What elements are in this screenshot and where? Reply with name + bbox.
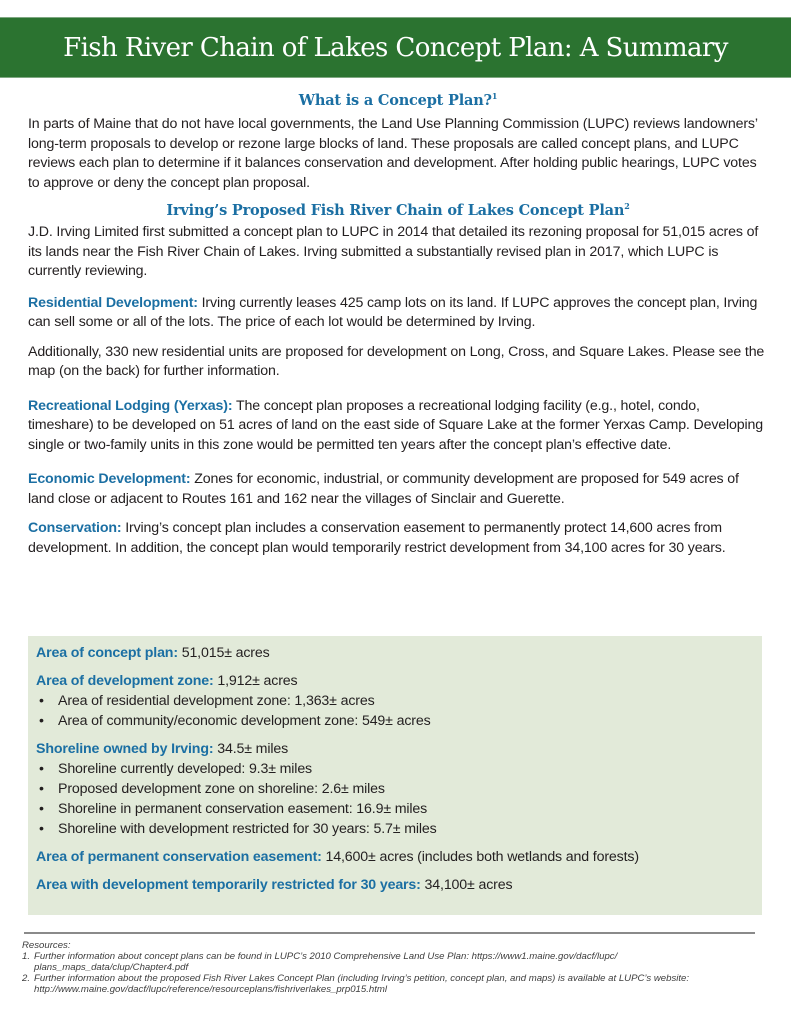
- list-item-text: Shoreline currently developed: 9.3± miles: [58, 761, 312, 777]
- irving-plan-paragraph: J.D. Irving Limited first submitted a concept plan to LUPC in 2014 that detailed its rezoning proposal for 51,015 acres of its lands near the Fish River Chain of Lakes. Irving submitted a substantially revised plan in 2017, which LUPC is currently reviewing.: [28, 224, 759, 279]
- list-item-text: Area of community/economic development zone: 549± acres: [58, 713, 431, 729]
- fact-label: Area of development zone:: [36, 673, 214, 689]
- section-heading-irving-plan: [28, 202, 768, 219]
- paragraph-text: The concept plan proposes a recreational lodging facility (e.g., hotel, condo, timeshare) to be developed on 51 acres of land on the east side of Square Lake at the former Yerxas Camp. Developing single or two-family units in this zone would be permitted ten years after the concept plan’s effective date.: [28, 397, 764, 453]
- bullet-icon: •: [39, 801, 44, 817]
- fact-concept-area: [36, 643, 762, 663]
- fact-value: 14,600± acres (includes both wetlands and forests): [321, 849, 639, 865]
- list-item-text: Area of residential development zone: 1,363± acres: [58, 693, 375, 709]
- bullet-icon: •: [39, 781, 44, 797]
- fact-value: 34,100± acres: [420, 877, 513, 893]
- section-heading-what-is-concept-plan: [28, 92, 768, 109]
- paragraph-text: Irving currently leases 425 camp lots on its land. If LUPC approves the concept plan, Irving can sell some or all of the lots. The price of each lot would be determined by Irving.: [28, 294, 758, 330]
- list-item: [36, 779, 762, 799]
- fact-development-zone: [36, 671, 762, 691]
- resources-title: Resources:: [22, 940, 71, 951]
- list-item-text: Shoreline in permanent conservation easement: 16.9± miles: [58, 801, 428, 817]
- footnote-divider: [24, 932, 755, 934]
- list-item: [36, 759, 762, 779]
- fact-value: 51,015± acres: [177, 645, 270, 661]
- shoreline-list: [36, 759, 762, 839]
- economic-development-term: Economic Development:: [28, 471, 191, 487]
- bullet-icon: •: [39, 761, 44, 777]
- residential-development-paragraph: [28, 294, 768, 333]
- residential-development-term: Residential Development:: [28, 294, 198, 311]
- list-item-text: Shoreline with development restricted for 30 years: 5.7± miles: [58, 821, 437, 837]
- fact-value: 1,912± acres: [213, 673, 298, 689]
- recreational-lodging-term: Recreational Lodging (Yerxas):: [28, 397, 233, 414]
- ref-text: Further information about concept plans can be found in LUPC’s 2010 Comprehensive Land Use Plan: https://www1.maine.gov/dacf/lupc/ plans_maps_data/clup/Chapter4.pdf: [34, 951, 618, 973]
- paragraph-text: Irving’s concept plan includes a conservation easement to permanently protect 14,600 acres from development. In addition, the concept plan would temporarily restrict development from 34,100 acres for 30 years.: [28, 520, 726, 556]
- key-facts-box: [28, 636, 762, 915]
- footnote-ref-1: 1: [491, 91, 498, 102]
- list-item: [36, 819, 762, 839]
- fact-shoreline: [36, 739, 762, 759]
- bullet-icon: •: [39, 713, 44, 729]
- footnote-ref-2: 2: [624, 201, 630, 212]
- fact-value: 34.5± miles: [213, 741, 289, 757]
- fact-label: Area of permanent conservation easement:: [36, 849, 322, 865]
- main-content: [28, 88, 768, 558]
- conservation-paragraph: [28, 519, 768, 558]
- bullet-icon: •: [39, 693, 44, 709]
- list-item: [36, 691, 762, 711]
- heading-text: Irving’s Proposed Fish River Chain of Lakes Concept Plan: [166, 202, 625, 219]
- economic-development-paragraph: [28, 470, 768, 509]
- fact-label: Shoreline owned by Irving:: [36, 741, 214, 757]
- resource-ref-1: [22, 951, 767, 973]
- heading-text: What is a Concept Plan?: [298, 92, 492, 109]
- paragraph-text: Zones for economic, industrial, or community development are proposed for 549 acres of land close or adjacent to Routes 161 and 162 near the villages of Sinclair and Guerette.: [28, 471, 739, 507]
- fact-temporarily-restricted: [36, 875, 762, 895]
- conservation-term: Conservation:: [28, 520, 122, 536]
- recreational-lodging-paragraph: [28, 397, 768, 456]
- list-item: [36, 799, 762, 819]
- fact-label: Area with development temporarily restricted for 30 years:: [36, 877, 421, 893]
- title-banner: [0, 17, 791, 78]
- ref-number: 1.: [22, 951, 31, 962]
- fact-conservation-easement: [36, 847, 762, 867]
- bullet-icon: •: [39, 821, 44, 837]
- what-is-concept-plan-paragraph: In parts of Maine that do not have local governments, the Land Use Planning Commission (LUPC) reviews landowners’ long-term proposals to develop or rezone large blocks of land. These proposals are called concept plans, and LUPC reviews each plan to determine if it balances conservation and development. After holding public hearings, LUPC votes to approve or deny the concept plan proposal.: [28, 116, 758, 191]
- list-item-text: Proposed development zone on shoreline: 2.6± miles: [58, 781, 385, 797]
- list-item: [36, 711, 762, 731]
- page-title: Fish River Chain of Lakes Concept Plan: A Summary: [63, 32, 728, 63]
- resources-footnotes: [22, 940, 767, 995]
- ref-number: 2.: [22, 973, 31, 984]
- ref-text: Further information about the proposed Fish River Lakes Concept Plan (including Irving’s petition, concept plan, and maps) is available at LUPC’s website: http://www.maine.gov/dacf/lupc/reference/resourceplans/fishriverlakes_prp015.html: [34, 973, 690, 995]
- resource-ref-2: [22, 973, 767, 995]
- fact-label: Area of concept plan:: [36, 645, 178, 661]
- development-zone-list: [36, 691, 762, 731]
- additional-units-paragraph: Additionally, 330 new residential units are proposed for development on Long, Cross, and Square Lakes. Please see the map (on the back) for further information.: [28, 343, 765, 379]
